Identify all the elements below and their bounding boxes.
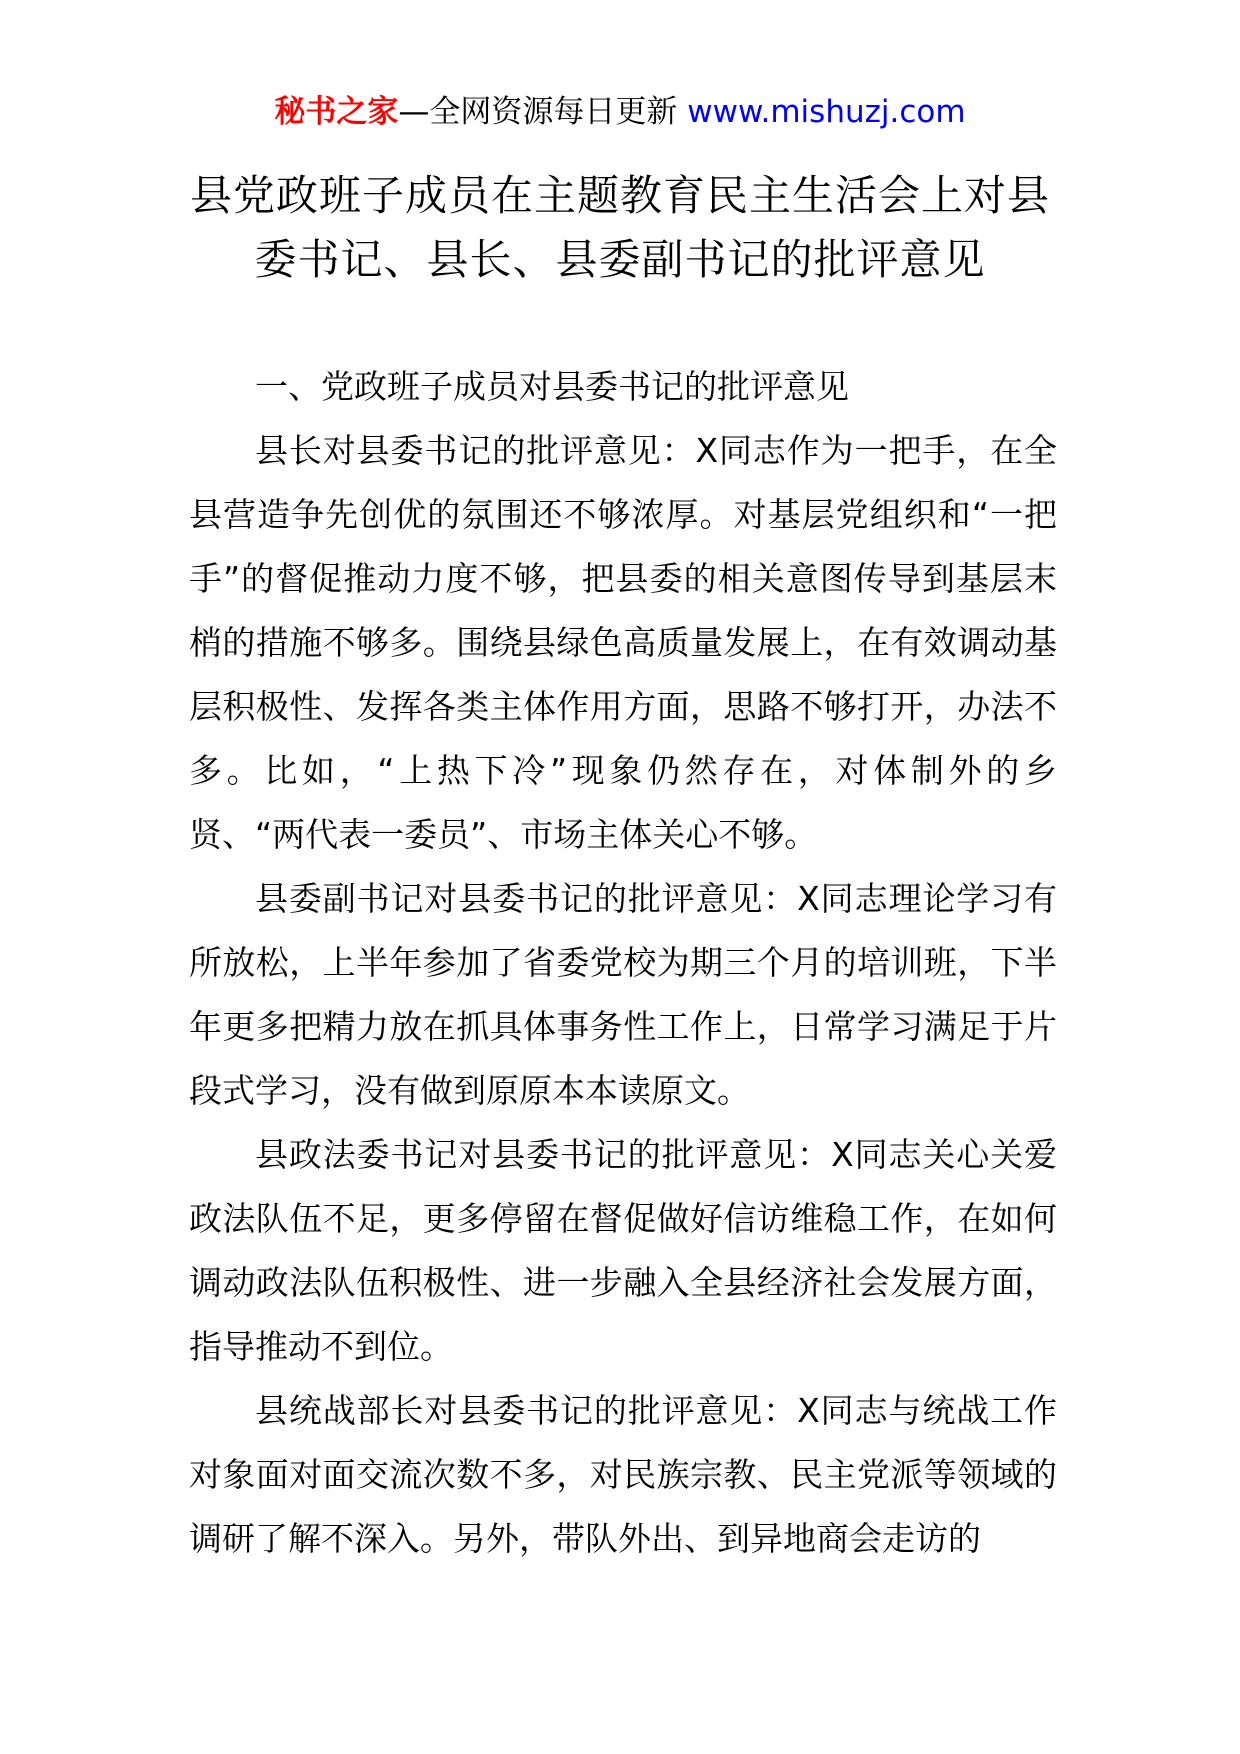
site-tagline: —全网资源每日更新 [398, 94, 688, 130]
site-banner [0, 92, 1240, 132]
paragraph-political-legal-critique: 县政法委书记对县委书记的批评意见：X同志关心关爱政法队伍不足，更多停留在督促做好信访维稳工作，在如何调动政法队伍积极性、进一步融入全县经济社会发展方面，指导推动不到位。 [189, 1135, 1057, 1366]
paragraph-united-front-critique: 县统战部长对县委书记的批评意见：X同志与统战工作对象面对面交流次数不多，对民族宗教、民主党派等领域的调研了解不深入。另外，带队外出、到异地商会走访的 [189, 1391, 1057, 1558]
document-title-line-1: 县党政班子成员在主题教育民主生活会上对县 [189, 171, 1050, 220]
site-brand-name: 秘书之家 [274, 94, 399, 130]
site-url-link[interactable]: www.mishuzj.com [687, 94, 966, 130]
paragraph-deputy-secretary-critique: 县委副书记对县委书记的批评意见：X同志理论学习有所放松，上半年参加了省委党校为期三个月的培训班，下半年更多把精力放在抓具体事务性工作上，日常学习满足于片段式学习，没有做到原原本本读原文。 [189, 879, 1057, 1110]
document-title-line-2: 委书记、县长、县委副书记的批评意见 [254, 235, 986, 284]
document-body [189, 355, 1057, 1571]
paragraph-county-head-critique: 县长对县委书记的批评意见：X同志作为一把手，在全县营造争先创优的氛围还不够浓厚。对基层党组织和“一把手”的督促推动力度不够，把县委的相关意图传导到基层末梢的措施不够多。围绕县绿色高质量发展上，在有效调动基层积极性、发挥各类主体作用方面，思路不够打开，办法不多。比如，“上热下冷”现象仍然存在，对体制外的乡贤、“两代表一委员”、市场主体关心不够。 [189, 431, 1057, 854]
document-title [170, 164, 1070, 292]
section-heading: 一、党政班子成员对县委书记的批评意见 [255, 367, 849, 406]
